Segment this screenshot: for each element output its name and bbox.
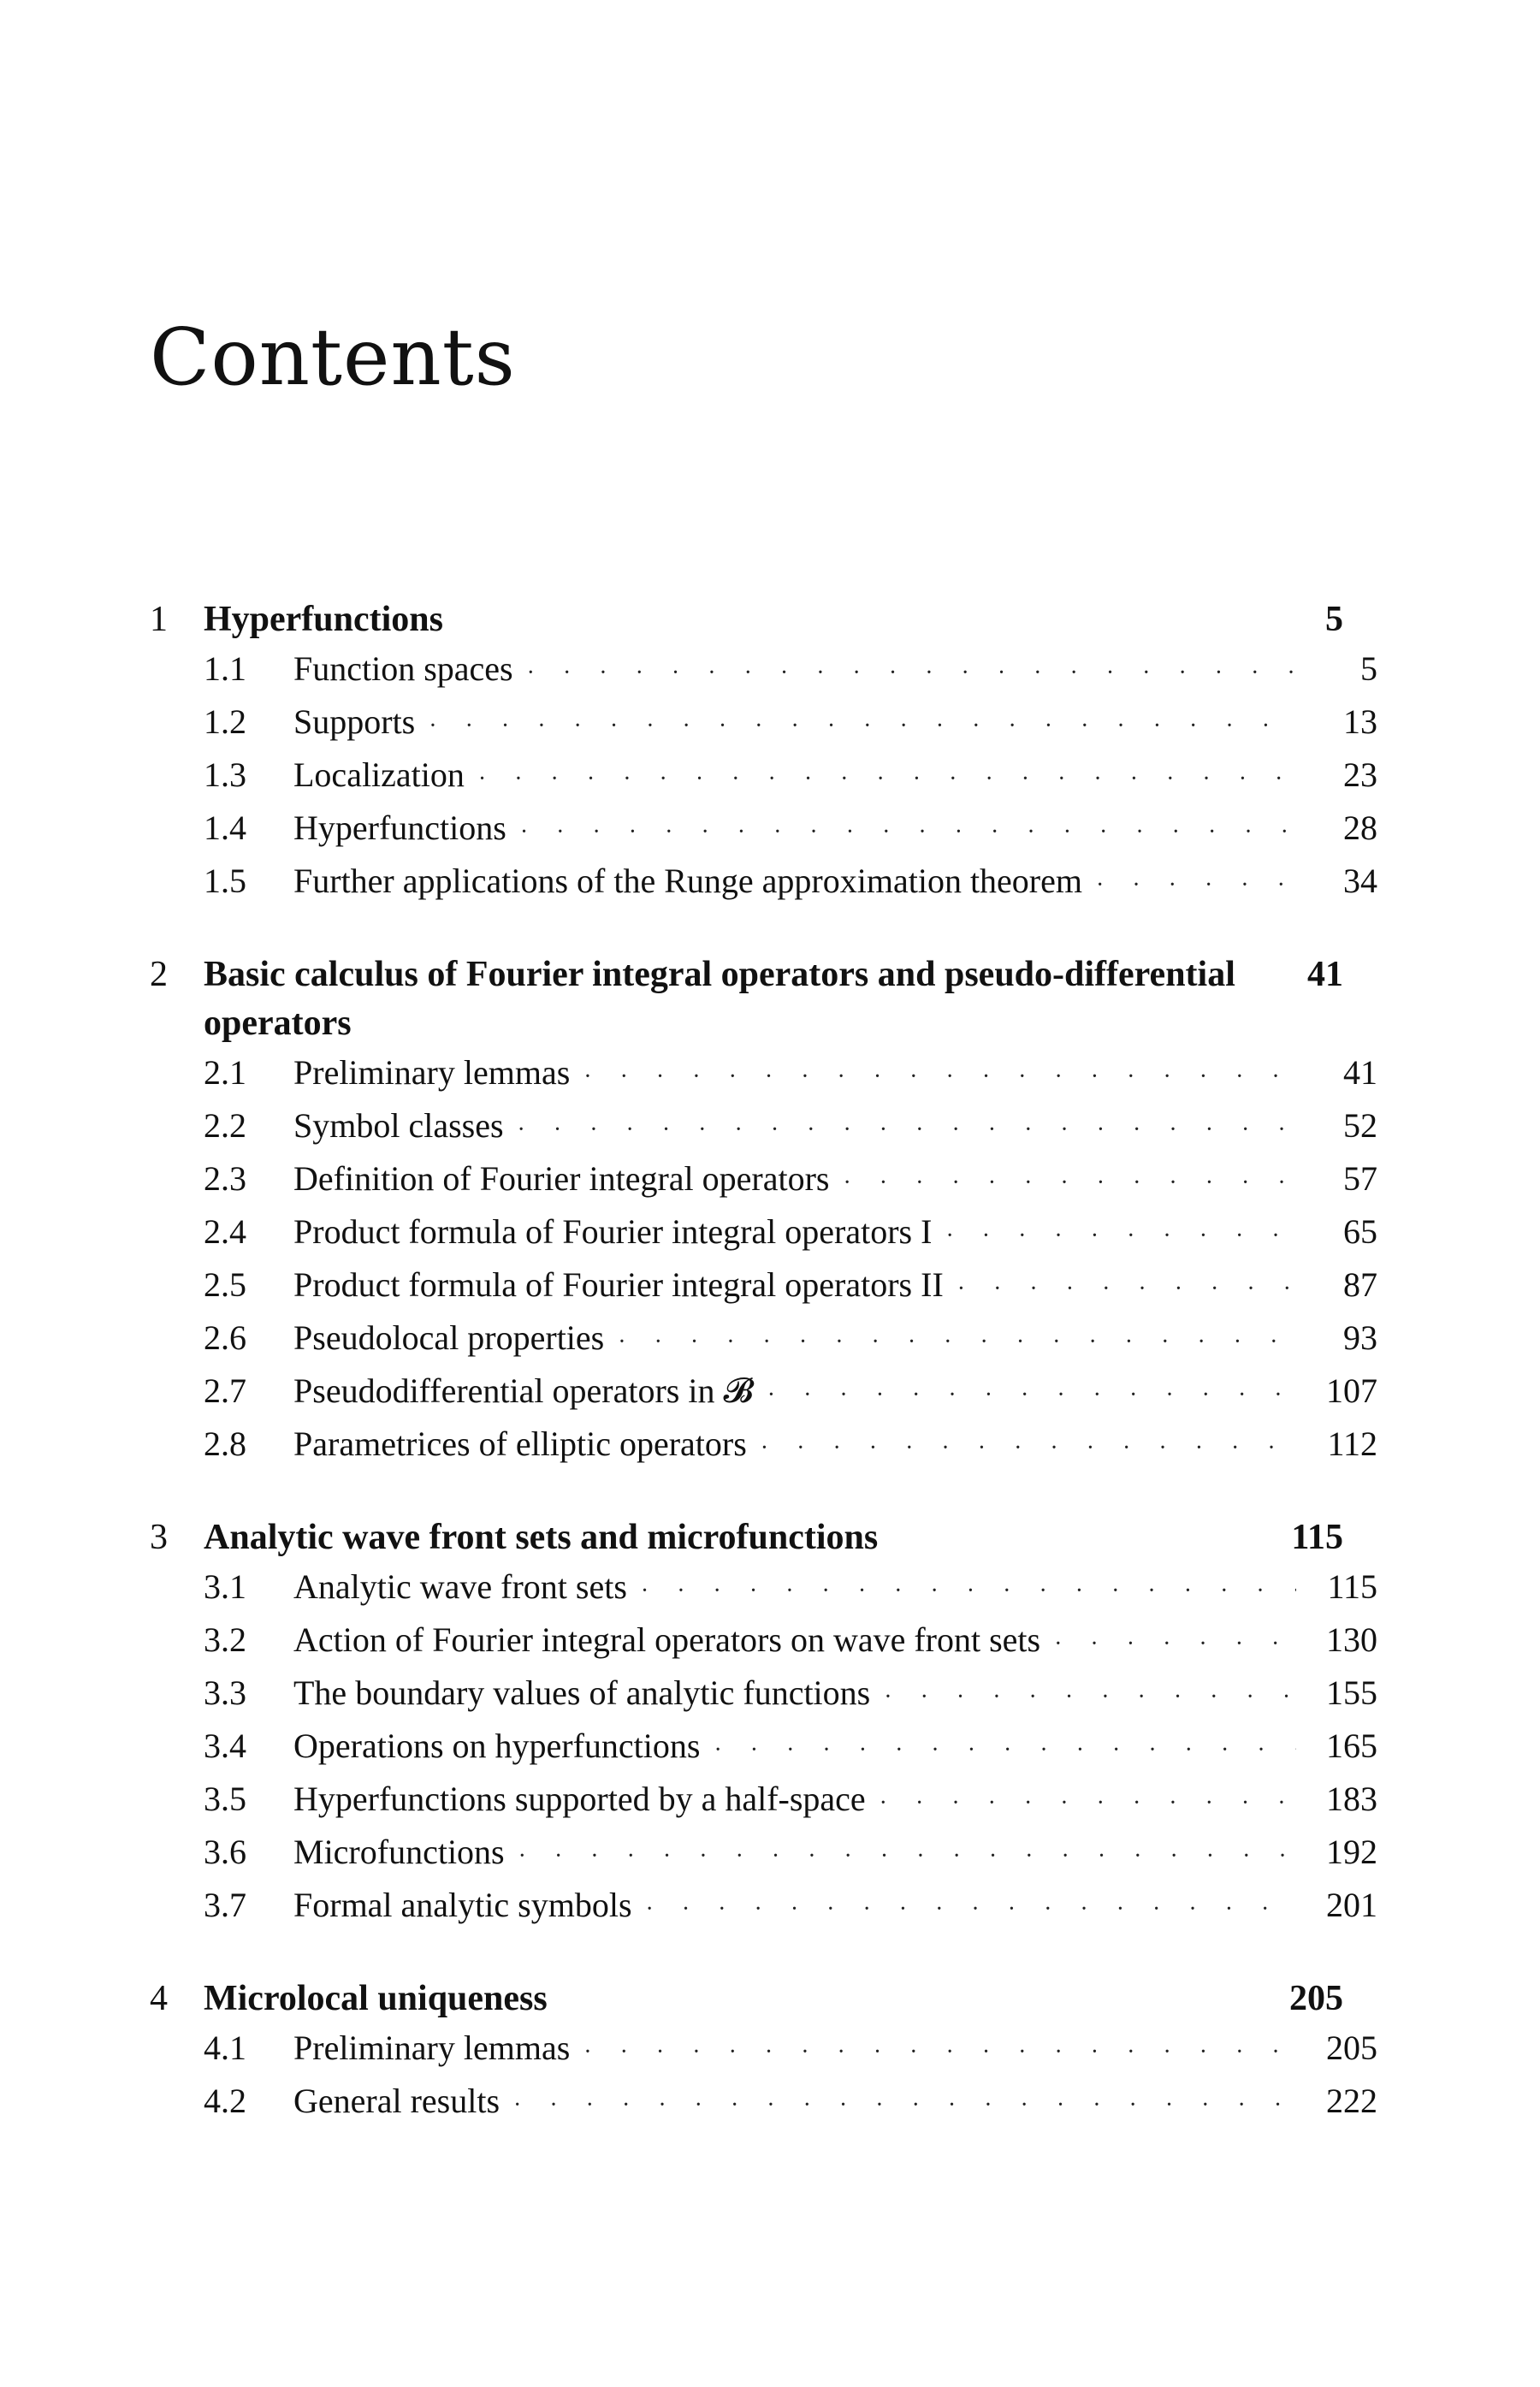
- section-page-number: 205: [1326, 2029, 1377, 2067]
- section-number: 3.7: [204, 1886, 246, 1924]
- chapter-title: Basic calculus of Fourier integral operators and pseudo-differential operators: [204, 955, 1235, 1043]
- section-title: Product formula of Fourier integral operators I: [293, 1212, 933, 1251]
- chapter-title: Hyperfunctions: [204, 600, 444, 639]
- section-title: Microfunctions: [293, 1833, 505, 1871]
- toc-entry[interactable]: [150, 1721, 1377, 1774]
- dot-leader: [870, 1673, 1296, 1721]
- dot-leader: [1082, 861, 1296, 909]
- dot-leader: [754, 1371, 1296, 1419]
- dot-leader: [570, 1052, 1296, 1101]
- section-title: The boundary values of analytic functions: [293, 1673, 871, 1712]
- section-title: Preliminary lemmas: [293, 2029, 571, 2067]
- dot-leader: [700, 1726, 1296, 1774]
- chapter-2: [150, 951, 1377, 1472]
- dot-leader: [513, 649, 1296, 697]
- dot-leader: [1040, 1620, 1296, 1668]
- section-title: Pseudodifferential operators in 𝓑: [293, 1371, 754, 1410]
- dot-leader: [500, 2081, 1296, 2129]
- toc-entry[interactable]: [150, 1207, 1377, 1260]
- section-number: 2.4: [204, 1212, 246, 1251]
- dot-leader: [415, 702, 1296, 750]
- toc-entry[interactable]: [150, 750, 1377, 803]
- toc-entry[interactable]: [150, 1881, 1377, 1934]
- toc-entry[interactable]: [150, 644, 1377, 697]
- section-number: 3.6: [204, 1833, 246, 1871]
- chapter-page-number: 115: [1291, 1518, 1343, 1557]
- section-page-number: 65: [1343, 1212, 1377, 1251]
- chapter-heading[interactable]: [150, 595, 1377, 644]
- toc-entry[interactable]: [150, 697, 1377, 750]
- section-title: Supports: [293, 702, 416, 741]
- toc-entry[interactable]: [150, 1562, 1377, 1615]
- chapter-page-number: 41: [1307, 955, 1343, 994]
- section-title: Symbol classes: [293, 1106, 504, 1145]
- section-title: Function spaces: [293, 649, 513, 688]
- section-title: Localization: [293, 755, 465, 794]
- dot-leader: [944, 1265, 1296, 1313]
- dot-leader: [932, 1211, 1296, 1260]
- dot-leader: [627, 1567, 1296, 1615]
- dot-leader: [604, 1318, 1296, 1366]
- dot-leader: [506, 808, 1296, 856]
- section-title: Further applications of the Runge approximation theorem: [293, 862, 1082, 900]
- section-page-number: 130: [1326, 1620, 1377, 1659]
- toc-entry[interactable]: [150, 1419, 1377, 1472]
- toc-entry[interactable]: [150, 1101, 1377, 1154]
- section-number: 2.1: [204, 1053, 246, 1092]
- section-number: 1.5: [204, 862, 246, 900]
- section-page-number: 192: [1326, 1833, 1377, 1871]
- section-title: Operations on hyperfunctions: [293, 1727, 701, 1765]
- section-page-number: 28: [1343, 808, 1377, 847]
- chapter-number: 2: [150, 955, 168, 994]
- chapter-1: [150, 595, 1377, 909]
- section-number: 2.5: [204, 1265, 246, 1304]
- chapter-title: Analytic wave front sets and microfunctions: [204, 1518, 879, 1557]
- dot-leader: [829, 1158, 1296, 1207]
- section-number: 3.1: [204, 1567, 246, 1606]
- toc-entry[interactable]: [150, 1668, 1377, 1721]
- section-page-number: 201: [1326, 1886, 1377, 1924]
- section-page-number: 34: [1343, 862, 1377, 900]
- section-title: Action of Fourier integral operators on wave front sets: [293, 1620, 1041, 1659]
- section-number: 4.1: [204, 2029, 246, 2067]
- section-number: 3.5: [204, 1780, 246, 1818]
- table-of-contents: [150, 595, 1377, 2129]
- section-page-number: 41: [1343, 1053, 1377, 1092]
- section-page-number: 93: [1343, 1318, 1377, 1357]
- section-page-number: 57: [1343, 1159, 1377, 1198]
- toc-entry[interactable]: [150, 2076, 1377, 2129]
- section-page-number: 107: [1326, 1371, 1377, 1410]
- section-page-number: 112: [1327, 1424, 1377, 1463]
- section-title: Parametrices of elliptic operators: [293, 1424, 747, 1463]
- chapter-3: [150, 1513, 1377, 1934]
- section-number: 3.2: [204, 1620, 246, 1659]
- section-page-number: 13: [1343, 702, 1377, 741]
- section-page-number: 155: [1326, 1673, 1377, 1712]
- dot-leader: [570, 2028, 1296, 2076]
- toc-entry[interactable]: [150, 1827, 1377, 1881]
- section-number: 1.3: [204, 755, 246, 794]
- chapter-number: 1: [150, 600, 168, 639]
- chapter-page-number: 5: [1325, 600, 1343, 639]
- section-number: 2.3: [204, 1159, 246, 1198]
- section-title: Pseudolocal properties: [293, 1318, 605, 1357]
- chapter-4: [150, 1975, 1377, 2129]
- section-page-number: 52: [1343, 1106, 1377, 1145]
- dot-leader: [505, 1832, 1296, 1881]
- chapter-heading[interactable]: [150, 951, 1377, 1048]
- section-page-number: 5: [1360, 649, 1377, 688]
- dot-leader: [866, 1779, 1296, 1827]
- toc-entry[interactable]: [150, 856, 1377, 909]
- section-number: 2.6: [204, 1318, 246, 1357]
- section-number: 1.2: [204, 702, 246, 741]
- toc-entry[interactable]: [150, 1366, 1377, 1419]
- dot-leader: [747, 1424, 1296, 1472]
- toc-entry[interactable]: [150, 1154, 1377, 1207]
- section-number: 2.2: [204, 1106, 246, 1145]
- section-title: Hyperfunctions: [293, 808, 506, 847]
- section-page-number: 115: [1327, 1567, 1377, 1606]
- section-title: Hyperfunctions supported by a half-space: [293, 1780, 866, 1818]
- section-title: Analytic wave front sets: [293, 1567, 627, 1606]
- section-number: 1.4: [204, 808, 246, 847]
- chapter-heading[interactable]: [150, 1513, 1377, 1562]
- section-number: 2.8: [204, 1424, 246, 1463]
- section-title: Product formula of Fourier integral operators II: [293, 1265, 944, 1304]
- section-number: 4.2: [204, 2082, 246, 2120]
- section-number: 3.3: [204, 1673, 246, 1712]
- section-page-number: 87: [1343, 1265, 1377, 1304]
- dot-leader: [465, 755, 1296, 803]
- section-page-number: 183: [1326, 1780, 1377, 1818]
- dot-leader: [632, 1885, 1296, 1934]
- toc-entry[interactable]: [150, 2023, 1377, 2076]
- toc-entry[interactable]: [150, 1615, 1377, 1668]
- section-title: Definition of Fourier integral operators: [293, 1159, 830, 1198]
- section-title: Preliminary lemmas: [293, 1053, 571, 1092]
- section-number: 1.1: [204, 649, 246, 688]
- toc-entry[interactable]: [150, 1260, 1377, 1313]
- chapter-page-number: 205: [1289, 1979, 1343, 2018]
- dot-leader: [504, 1105, 1296, 1154]
- section-page-number: 165: [1326, 1727, 1377, 1765]
- chapter-heading[interactable]: [150, 1975, 1377, 2023]
- section-page-number: 222: [1326, 2082, 1377, 2120]
- section-number: 2.7: [204, 1371, 246, 1410]
- chapter-title: Microlocal uniqueness: [204, 1979, 548, 2018]
- chapter-number: 4: [150, 1979, 168, 2018]
- chapter-number: 3: [150, 1518, 168, 1557]
- toc-entry[interactable]: [150, 1313, 1377, 1366]
- section-title: General results: [293, 2082, 500, 2120]
- section-title: Formal analytic symbols: [293, 1886, 632, 1924]
- section-number: 3.4: [204, 1727, 246, 1765]
- toc-entry[interactable]: [150, 803, 1377, 856]
- toc-entry[interactable]: [150, 1774, 1377, 1827]
- page-title: Contents: [150, 311, 516, 403]
- toc-entry[interactable]: [150, 1048, 1377, 1101]
- section-page-number: 23: [1343, 755, 1377, 794]
